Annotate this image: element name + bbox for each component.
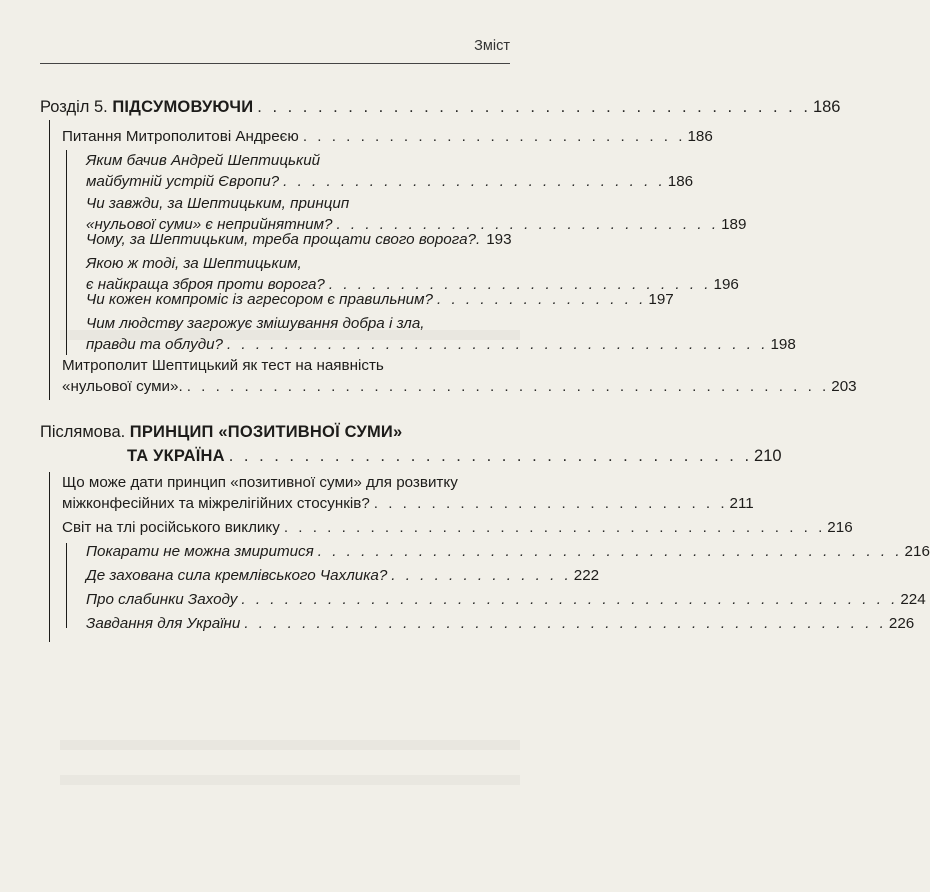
entry-title-line: Чим людству загрожує змішування добра і зла, xyxy=(86,315,425,332)
leader-dots: . . . . . . . . . . . . . . . xyxy=(437,291,647,308)
entry-title: Питання Митрополитові Андреєю xyxy=(62,128,299,145)
section-indent-bar xyxy=(49,120,50,400)
entry-title-line: правди та облуди? xyxy=(86,336,223,353)
leader-dots: . . . . . . . . . . . . . . . . . . . . . . . . . . . . . . . . . . . xyxy=(228,447,753,465)
entry-title: Світ на тлі російського виклику xyxy=(62,519,280,536)
subsection-indent-bar xyxy=(66,543,67,628)
entry-title-line: Митрополит Шептицький як тест на наявність xyxy=(62,357,384,374)
leader-dots: . . . . . . . . . . . . . . . . . . . . . . . . . . . . . . . . . . . . . . . . . . . . . xyxy=(244,615,887,632)
page-number: 186 xyxy=(667,173,694,190)
page-number: 189 xyxy=(721,216,747,233)
toc-entry[interactable] xyxy=(62,126,713,147)
page-number: 186 xyxy=(687,128,713,145)
entry-title: Завдання для України xyxy=(86,615,241,632)
section-indent-bar xyxy=(49,472,50,642)
entry-title-line: майбутній устрій Європи? xyxy=(86,173,280,190)
bleed-through-shadow xyxy=(60,775,520,785)
leader-dots: . . . . . . . . . . . . . . . . . . . . . . . . . . . . . . . . . . . . . . . . . xyxy=(317,543,903,560)
toc-afterword[interactable] xyxy=(40,420,782,468)
toc-entry[interactable] xyxy=(86,565,600,586)
entry-title-line: міжконфесійних та міжрелігійних стосунків? xyxy=(62,495,370,512)
page-number: 216 xyxy=(827,519,853,536)
leader-dots: . . . . . . . . . . . . . xyxy=(391,567,572,584)
toc-entry[interactable] xyxy=(62,472,754,514)
toc-entry[interactable] xyxy=(86,289,674,310)
entry-title: Де захована сила кремлівського Чахлика? xyxy=(86,567,388,584)
leader-dots: . . . . . . . . . . . . . . . . . . . . . . . . . . . xyxy=(336,216,720,233)
page-number: 226 xyxy=(888,615,915,632)
section-prefix: Розділ 5. xyxy=(40,98,113,116)
entry-title: Покарати не можна змиритися xyxy=(86,543,314,560)
page-number: 210 xyxy=(754,447,782,465)
entry-title-line: Яким бачив Андрей Шептицький xyxy=(86,152,321,169)
section-title-line: ПРИНЦИП «ПОЗИТИВНОЇ СУМИ» xyxy=(129,423,403,441)
entry-title-line: Що може дати принцип «позитивної суми» для розвитку xyxy=(62,474,458,491)
leader-dots: . . . . . . . . . . . . . . . . . . . . . . . . . . . . . . . . . . . . . . xyxy=(226,336,769,353)
section-title: ПІДСУМОВУЮЧИ xyxy=(112,98,254,116)
page-number: 216 xyxy=(904,543,930,560)
bleed-through-shadow xyxy=(60,740,520,750)
section-title-line: ТА УКРАЇНА xyxy=(127,447,225,465)
entry-title-line: «нульової суми» є неприйнятним? xyxy=(86,216,333,233)
toc-entry[interactable] xyxy=(86,589,926,610)
page-number: 224 xyxy=(900,591,926,608)
leader-dots: . . . . . . . . . . . . . . . . . . . . . . . . . . . . . . . . . . . . . . . . . . . . . xyxy=(186,378,830,395)
entry-title-line: Чи завжди, за Шептицьким, принцип xyxy=(86,195,350,212)
running-head: Зміст xyxy=(474,38,510,54)
entry-title-line: «нульової суми». xyxy=(62,378,183,395)
entry-title-line: Якою ж тоді, за Шептицьким, xyxy=(86,255,302,272)
toc-entry[interactable] xyxy=(62,517,853,538)
toc-entry[interactable] xyxy=(86,229,510,250)
leader-dots: . . . . . . . . . . . . . . . . . . . . . . . . . . . . . . . . . . . . . . xyxy=(283,519,826,536)
header-rule xyxy=(40,63,510,64)
toc-entry[interactable] xyxy=(86,613,915,634)
toc-entry[interactable] xyxy=(86,150,694,192)
entry-title: Про слабинки Заходу xyxy=(86,591,238,608)
section-prefix: Післямова. xyxy=(40,423,130,441)
page-number: 186 xyxy=(812,98,841,116)
toc-section-5[interactable] xyxy=(40,95,841,119)
leader-dots: . . . . . . . . . . . . . . . . . . . . . . . . . . . . . . . . . . . . . . . . . . . . . . xyxy=(241,591,899,608)
toc-entry[interactable] xyxy=(62,355,857,397)
leader-dots: . . . . . . . . . . . . . . . . . . . . . . . . . . . xyxy=(283,173,666,190)
page-number: 193 xyxy=(486,231,512,248)
page-number: 198 xyxy=(770,336,796,353)
page-number: 196 xyxy=(713,276,739,293)
page-number: 211 xyxy=(729,495,754,512)
toc-entry[interactable] xyxy=(86,313,796,355)
page-number: 197 xyxy=(648,291,674,308)
page-number: 222 xyxy=(573,567,600,584)
leader-dots: . . . . . . . . . . . . . . . . . . . . . . . . . . . . . . . . . . . . . xyxy=(257,98,811,116)
leader-dots: . . . . . . . . . . . . . . . . . . . . . . . . . . . xyxy=(302,128,686,145)
entry-title-line: є найкраща зброя проти ворога? xyxy=(86,276,325,293)
leader-dots: . . . . . . . . . . . . . . . . . . . . . . . . . . . xyxy=(328,276,712,293)
entry-title: Чому, за Шептицьким, треба прощати свого ворога?. xyxy=(86,231,481,248)
subsection-indent-bar xyxy=(66,150,67,355)
entry-title: Чи кожен компроміс із агресором є правильним? xyxy=(86,291,433,308)
page-number: 203 xyxy=(831,378,857,395)
toc-entry[interactable] xyxy=(86,541,930,562)
leader-dots: . . . . . . . . . . . . . . . . . . . . . . . . . xyxy=(373,495,728,512)
